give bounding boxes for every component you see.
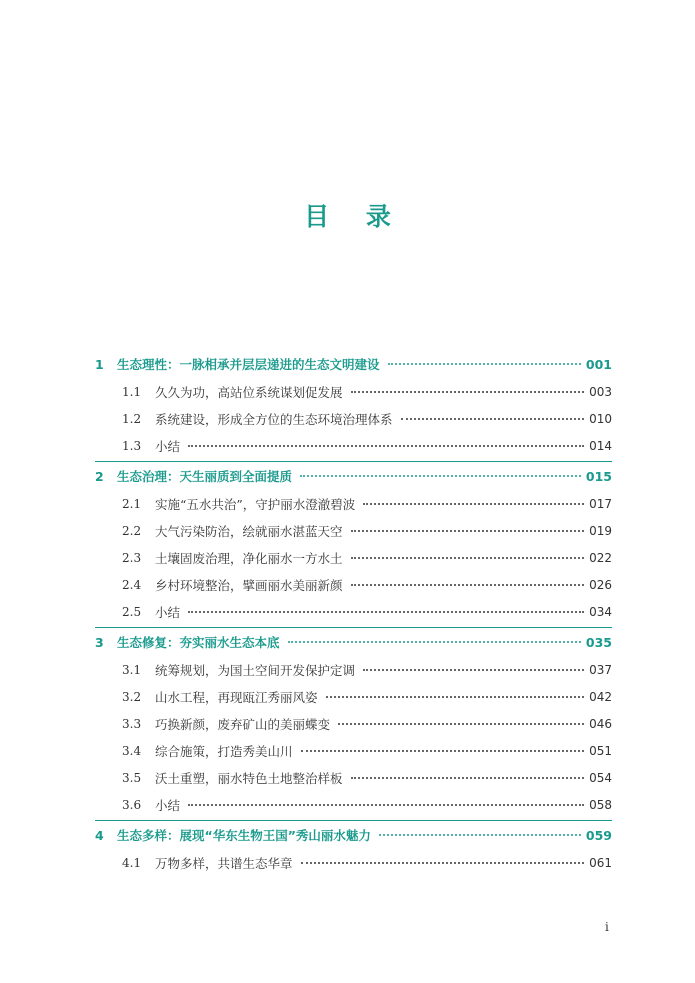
toc-section-entry[interactable] [95,544,612,571]
chapter-title: 生态理性：一脉相承并层层递进的生态文明建设 [117,357,380,372]
toc-section-entry[interactable] [95,490,612,517]
section-number: 2.3 [122,550,142,565]
page-number: i [605,920,609,934]
section-number: 1.1 [122,384,142,399]
dot-leader [351,391,585,393]
section-number: 2.2 [122,523,142,538]
section-number: 3.5 [122,770,142,785]
chapter-number: 2 [95,468,104,484]
section-title: 久久为功，高站位系统谋划促发展 [155,384,343,400]
section-number: 3.1 [122,662,142,677]
section-title: 综合施策，打造秀美山川 [155,743,293,759]
toc-chapter-entry[interactable] [95,350,612,378]
section-title: 实施“五水共治”，守护丽水澄澈碧波 [155,496,356,512]
section-page: 054 [589,770,612,785]
dot-leader [188,611,584,613]
section-page: 061 [589,855,612,870]
section-page: 042 [589,689,612,704]
dot-leader [379,834,581,836]
section-title: 统筹规划，为国土空间开发保护定调 [155,662,356,678]
chapter-number: 3 [95,634,104,650]
section-title: 小结 [155,604,181,620]
toc-section-entry[interactable] [95,710,612,737]
section-page: 014 [589,438,612,453]
section-title: 万物多样，共谱生态华章 [155,855,293,871]
section-number: 2.4 [122,577,142,592]
section-number: 4.1 [122,855,142,870]
section-page: 034 [589,604,612,619]
dot-leader [300,475,581,477]
chapter-page: 035 [585,634,612,650]
section-title: 系统建设，形成全方位的生态环境治理体系 [155,411,393,427]
section-number: 3.2 [122,689,142,704]
section-page: 051 [589,743,612,758]
section-page: 019 [589,523,612,538]
toc-section-entry[interactable] [95,791,612,818]
toc-chapter-entry[interactable] [95,821,612,849]
dot-leader [188,804,584,806]
chapter-title: 生态治理：天生丽质到全面提质 [117,469,293,484]
section-title: 小结 [155,797,181,813]
dot-leader [363,669,584,671]
section-title: 乡村环境整治，擘画丽水美丽新颜 [155,577,343,593]
section-page: 017 [589,496,612,511]
dot-leader [188,445,584,447]
chapter-page: 059 [585,827,612,843]
dot-leader [351,777,585,779]
section-number: 3.3 [122,716,142,731]
table-of-contents [95,350,612,876]
section-title: 巧换新颜，废弃矿山的美丽蝶变 [155,716,331,732]
section-number: 2.1 [122,496,142,511]
section-page: 003 [589,384,612,399]
dot-leader [388,363,581,365]
toc-section-entry[interactable] [95,378,612,405]
dot-leader [401,418,585,420]
page-title: 目 录 [304,202,405,231]
dot-leader [326,696,585,698]
section-page: 022 [589,550,612,565]
toc-section-entry[interactable] [95,764,612,791]
section-number: 1.2 [122,411,142,426]
dot-leader [301,862,585,864]
section-title: 大气污染防治，绘就丽水湛蓝天空 [155,523,343,539]
section-page: 037 [589,662,612,677]
dot-leader [288,641,581,643]
section-number: 1.3 [122,438,142,453]
section-number: 3.6 [122,797,142,812]
toc-chapter-1 [95,350,612,459]
section-title: 沃土重塑，丽水特色土地整治样板 [155,770,343,786]
chapter-title: 生态修复：夯实丽水生态本底 [117,635,280,650]
section-page: 058 [589,797,612,812]
section-page: 046 [589,716,612,731]
toc-section-entry[interactable] [95,598,612,625]
section-number: 3.4 [122,743,142,758]
toc-chapter-2 [95,461,612,625]
chapter-page: 001 [585,356,612,372]
dot-leader [351,530,585,532]
section-title: 土壤固废治理，净化丽水一方水土 [155,550,343,566]
dot-leader [351,584,585,586]
chapter-number: 1 [95,356,104,372]
chapter-page: 015 [585,468,612,484]
toc-section-entry[interactable] [95,432,612,459]
section-title: 山水工程，再现瓯江秀丽风姿 [155,689,318,705]
toc-chapter-entry[interactable] [95,628,612,656]
section-page: 010 [589,411,612,426]
toc-section-entry[interactable] [95,656,612,683]
toc-section-entry[interactable] [95,517,612,544]
section-page: 026 [589,577,612,592]
toc-chapter-3 [95,627,612,818]
dot-leader [301,750,585,752]
toc-section-entry[interactable] [95,571,612,598]
toc-section-entry[interactable] [95,683,612,710]
dot-leader [338,723,584,725]
section-number: 2.5 [122,604,142,619]
chapter-title: 生态多样：展现“华东生物王国”秀山丽水魅力 [117,828,371,843]
toc-section-entry[interactable] [95,737,612,764]
section-title: 小结 [155,438,181,454]
toc-section-entry[interactable] [95,405,612,432]
dot-leader [363,503,584,505]
toc-chapter-4 [95,820,612,876]
toc-chapter-entry[interactable] [95,462,612,490]
dot-leader [351,557,585,559]
toc-section-entry[interactable] [95,849,612,876]
chapter-number: 4 [95,827,104,843]
